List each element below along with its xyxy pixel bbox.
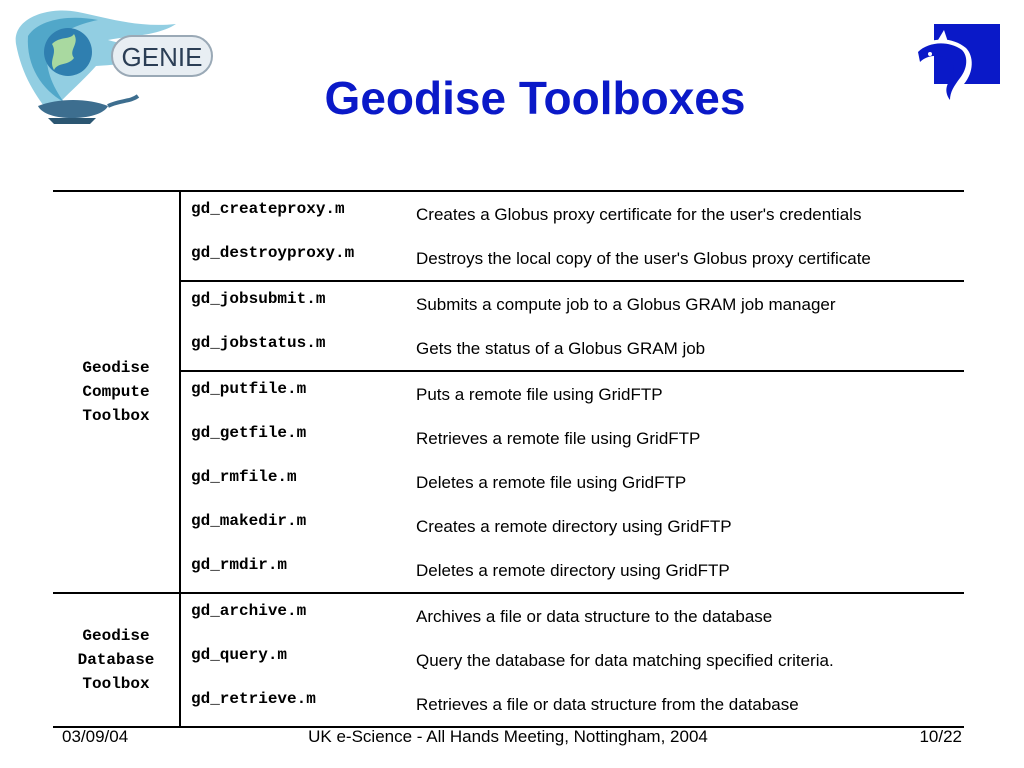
function-description: Creates a Globus proxy certificate for the user's credentials: [416, 191, 964, 236]
toolbox-cell-database: [53, 593, 180, 727]
function-description: Submits a compute job to a Globus GRAM job manager: [416, 281, 964, 326]
table-row: [53, 460, 964, 504]
table-row: [53, 416, 964, 460]
function-description: Puts a remote file using GridFTP: [416, 371, 964, 416]
table-row: [53, 281, 964, 326]
function-name: gd_destroyproxy.m: [191, 244, 355, 262]
table-row: [53, 371, 964, 416]
function-description: Gets the status of a Globus GRAM job: [416, 339, 706, 358]
table-row: [53, 548, 964, 593]
table-row: [53, 682, 964, 727]
table-row: [53, 191, 964, 236]
function-name: gd_getfile.m: [191, 424, 307, 442]
toolbox-table: [53, 190, 964, 728]
function-description: Creates a remote directory using GridFTP: [416, 517, 732, 536]
genie-logo-text: GENIE: [121, 42, 203, 72]
function-name: gd_putfile.m: [180, 371, 416, 416]
slide-title: Geodise Toolboxes: [324, 71, 746, 124]
dolphin-logo: [908, 22, 1002, 108]
table-row: [53, 504, 964, 548]
function-name: gd_rmfile.m: [191, 468, 297, 486]
toolbox-label: Toolbox: [82, 675, 150, 693]
toolbox-cell-compute: [53, 191, 180, 593]
table-row: [53, 638, 964, 682]
table-row: [53, 236, 964, 281]
toolbox-label: Geodise: [82, 627, 150, 645]
function-description: Destroys the local copy of the user's Globus proxy certificate: [416, 249, 871, 268]
function-name: gd_rmdir.m: [191, 556, 288, 574]
footer-event: UK e-Science - All Hands Meeting, Nottingham, 2004: [308, 727, 708, 746]
toolbox-label: Geodise: [82, 359, 150, 377]
function-description: Deletes a remote directory using GridFTP: [416, 561, 730, 580]
function-name: gd_jobstatus.m: [191, 334, 326, 352]
function-name: gd_retrieve.m: [180, 682, 416, 727]
function-description: Deletes a remote file using GridFTP: [416, 473, 687, 492]
table-row: [53, 326, 964, 371]
function-name: gd_query.m: [191, 646, 288, 664]
footer-date: 03/09/04: [62, 727, 129, 746]
function-name: gd_createproxy.m: [180, 191, 416, 236]
toolbox-label: Database: [77, 651, 155, 669]
function-name: gd_makedir.m: [191, 512, 307, 530]
function-description: Query the database for data matching specified criteria.: [416, 651, 834, 670]
function-description: Retrieves a file or data structure from the database: [416, 682, 964, 727]
function-description: Archives a file or data structure to the database: [416, 593, 964, 638]
footer-page-number: 10/22: [919, 727, 962, 746]
toolbox-label: Toolbox: [82, 407, 150, 425]
function-name: gd_jobsubmit.m: [180, 281, 416, 326]
function-description: Retrieves a remote file using GridFTP: [416, 429, 701, 448]
function-name: gd_archive.m: [180, 593, 416, 638]
table-row: [53, 593, 964, 638]
toolbox-label: Compute: [82, 383, 150, 401]
